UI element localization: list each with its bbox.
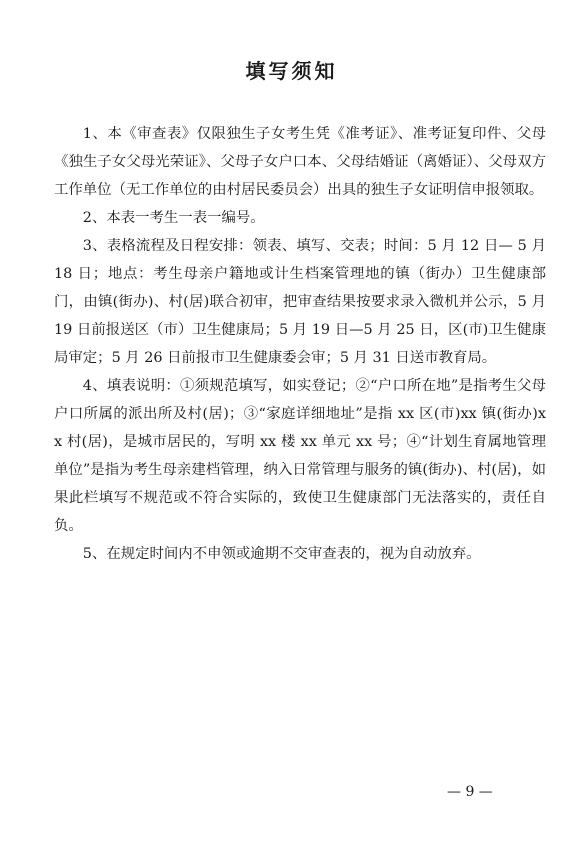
paragraph-1: 1、本《审查表》仅限独生子女考生凭《准考证》、准考证复印件、父母《独生子女父母光荣证》、父母子女户口本、父母结婚证（离婚证）、父母双方工作单位（无工作单位的由村居民委员会）出具的独生子女证明信申报领取。 — [54, 126, 546, 198]
paragraph-4: 4、填表说明：①须规范填写，如实登记；②“户口所在地”是指考生父母户口所属的派出所及村(居)；③“家庭详细地址”是指 xx 区(市)xx 镇(街办)x x 村(居)，是城市居民的，写明 xx 楼 xx 单元 xx 号；④“计划生育属地管理单位”是指为考生母亲建档管理，纳入日常管理与服务的镇(街办)、村(居)，如果此栏填写不规范或不符合实际的，致使卫生健康部门无法落实的，责任自负。 — [54, 378, 561, 534]
paragraph-5: 5、在规定时间内不申领或逾期不交审查表的，视为自动放弃。 — [82, 546, 481, 562]
document-title: 填写须知 — [245, 59, 338, 83]
document-body — [54, 120, 561, 568]
paragraph-3: 3、表格流程及日程安排：领表、填写、交表；时间：5 月 12 日— 5 月 18 日；地点：考生母亲户籍地或计生档案管理地的镇（街办）卫生健康部门，由镇(街办)、村(居)联合初审，把审查结果按要求录入微机并公示，5 月 19 日前报送区（市）卫生健康局；5 月 19 日—5 月 25 日，区(市)卫生健康局审定；5 月 26 日前报市卫生健康委会审；5 月 31 日送市教育局。 — [54, 238, 546, 366]
page-number: — 9 — — [447, 784, 493, 800]
paragraph-2: 2、本表一考生一表一编号。 — [82, 210, 265, 226]
